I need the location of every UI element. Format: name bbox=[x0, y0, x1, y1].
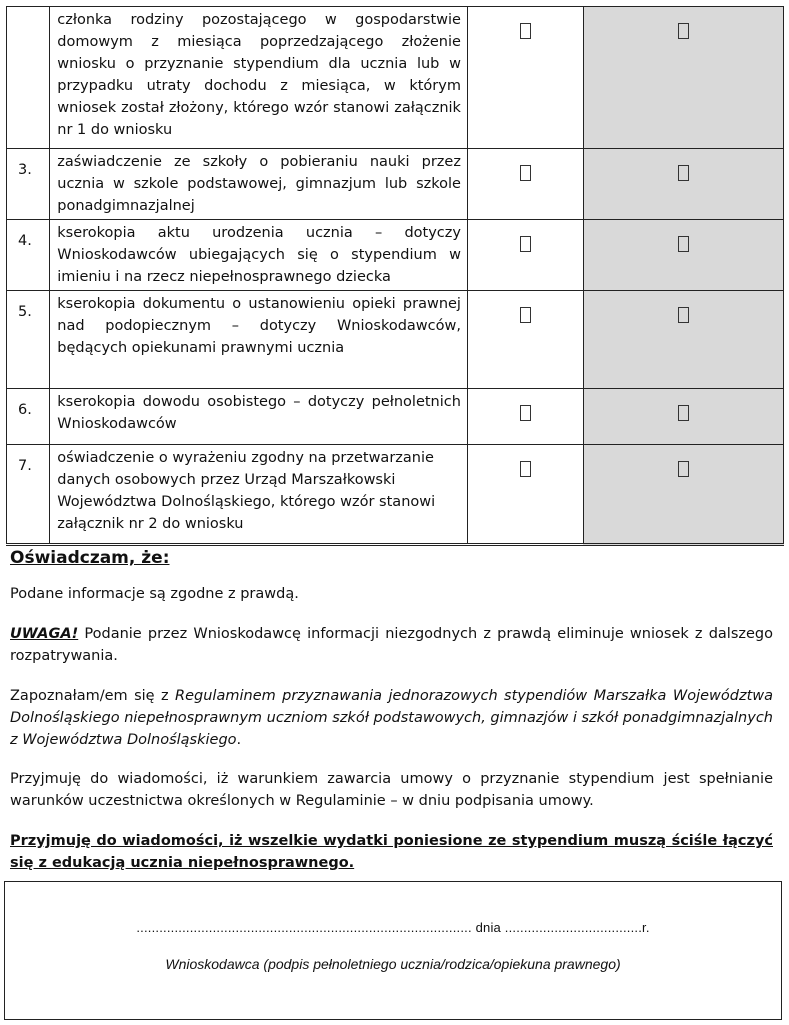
row-number: 3. bbox=[7, 149, 50, 220]
checkbox[interactable] bbox=[520, 236, 531, 252]
row-description: członka rodziny pozostającego w gospodarstwie domowym z miesiąca poprzedzającego złożenie wniosku o przyznanie stypendium dla ucznia lub w przypadku utraty dochodu z miesiąca, w którym wniosek został złożony, którego wzór stanowi załącznik nr 1 do wniosku bbox=[50, 7, 468, 149]
checkbox[interactable] bbox=[520, 23, 531, 39]
signature-date-line: ........................................................................................ dnia ....................................r. bbox=[136, 920, 650, 935]
declaration-truth: Podane informacje są zgodne z prawdą. bbox=[10, 586, 299, 602]
warning-text: Podanie przez Wnioskodawcę informacji niezgodnych z prawdą eliminuje wniosek z dalszego rozpatrywania. bbox=[10, 626, 773, 664]
checkbox[interactable] bbox=[520, 165, 531, 181]
declaration-regulations bbox=[10, 685, 773, 751]
signature-box bbox=[4, 881, 782, 1020]
regulations-suffix: . bbox=[236, 732, 242, 748]
row-description: kserokopia aktu urodzenia ucznia – dotyczy Wnioskodawców ubiegających się o stypendium w imieniu i na rzecz niepełnosprawnego dziecka bbox=[50, 220, 468, 291]
row-description: kserokopia dowodu osobistego – dotyczy pełnoletnich Wnioskodawców bbox=[50, 389, 468, 445]
declaration-warning bbox=[10, 623, 773, 667]
declaration-heading: Oświadczam, że: bbox=[10, 548, 170, 568]
table-row bbox=[7, 389, 784, 445]
attachments-table bbox=[6, 6, 784, 546]
table-row bbox=[7, 7, 784, 149]
checkbox[interactable] bbox=[678, 236, 689, 252]
checkbox[interactable] bbox=[520, 405, 531, 421]
checkbox[interactable] bbox=[678, 405, 689, 421]
table-row bbox=[7, 149, 784, 220]
row-number: 5. bbox=[7, 291, 50, 389]
row-description: kserokopia dokumentu o ustanowieniu opieki prawnej nad podopiecznym – dotyczy Wnioskodawców, będących opiekunami prawnymi ucznia bbox=[50, 291, 468, 389]
checkbox[interactable] bbox=[678, 461, 689, 477]
checkbox[interactable] bbox=[678, 307, 689, 323]
row-number bbox=[7, 7, 50, 149]
signature-caption: Wnioskodawca (podpis pełnoletniego ucznia/rodzica/opiekuna prawnego) bbox=[165, 956, 621, 972]
row-number: 7. bbox=[7, 445, 50, 545]
row-description: oświadczenie o wyrażeniu zgodny na przetwarzanie danych osobowych przez Urząd Marszałkowski Województwa Dolnośląskiego, którego wzór stanowi załącznik nr 2 do wniosku bbox=[50, 445, 468, 545]
declaration-expenses: Przyjmuję do wiadomości, iż wszelkie wydatki poniesione ze stypendium muszą ściśle łączyć się z edukacją ucznia niepełnosprawnego. bbox=[10, 833, 773, 871]
row-description: zaświadczenie ze szkoły o pobieraniu nauki przez ucznia w szkole podstawowej, gimnazjum lub szkole ponadgimnazjalnej bbox=[50, 149, 468, 220]
checkbox[interactable] bbox=[678, 165, 689, 181]
declaration-conditions: Przyjmuję do wiadomości, iż warunkiem zawarcia umowy o przyznanie stypendium jest spełnianie warunków uczestnictwa określonych w Regulaminie – w dniu podpisania umowy. bbox=[10, 771, 773, 809]
warning-label: UWAGA! bbox=[10, 626, 79, 642]
regulations-title: Regulaminem przyznawania jednorazowych stypendiów Marszałka Województwa Dolnośląskiego niepełnosprawnym uczniom szkół podstawowych, gimnazjów i szkół ponadgimnazjalnych z Województwa Dolnośląskiego bbox=[10, 688, 773, 748]
checkbox[interactable] bbox=[520, 461, 531, 477]
row-number: 4. bbox=[7, 220, 50, 291]
row-number: 6. bbox=[7, 389, 50, 445]
checkbox[interactable] bbox=[520, 307, 531, 323]
checkbox[interactable] bbox=[678, 23, 689, 39]
regulations-prefix: Zapoznałam/em się z bbox=[10, 688, 176, 704]
table-row bbox=[7, 220, 784, 291]
table-row bbox=[7, 445, 784, 545]
table-row bbox=[7, 291, 784, 389]
